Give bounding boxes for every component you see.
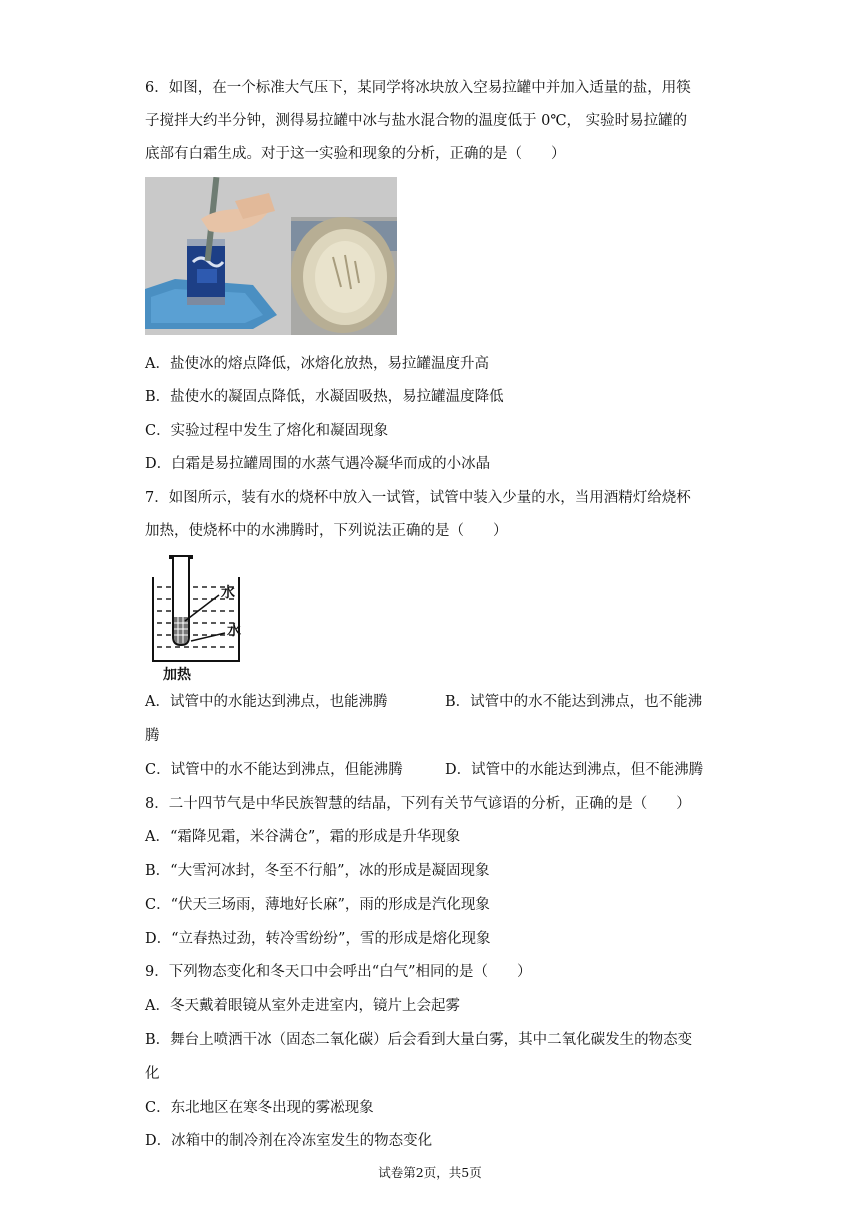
q9-option-a: A．冬天戴着眼镜从室外走进室内，镜片上会起雾 [145,998,460,1014]
tube-water-label: 水 [221,585,235,601]
q8-option-d: D．“立春热过劲，转冷雪纷纷”，雪的形成是熔化现象 [145,931,491,947]
q8-stem: 8．二十四节气是中华民族智慧的结晶，下列有关节气谚语的分析，正确的是（ ） [145,796,691,812]
q6-option-a: A．盐使冰的熔点降低，冰熔化放热，易拉罐温度升高 [145,356,489,372]
q9-option-d: D．冰箱中的制冷剂在冷冻室发生的物态变化 [145,1133,433,1149]
q6-option-b: B．盐使水的凝固点降低，水凝固吸热，易拉罐温度降低 [145,389,504,405]
page-footer: 试卷第2页，共5页 [378,1165,482,1180]
q7-option-a: A．试管中的水能达到沸点，也能沸腾 [145,694,388,710]
heat-label: 加热 [163,667,191,681]
q6-stem-line-2: 子搅拌大约半分钟，测得易拉罐中冰与盐水混合物的温度低于 0℃， 实验时易拉罐的 [145,113,688,129]
q8-option-a: A．“霜降见霜，米谷满仓”，霜的形成是升华现象 [145,829,461,845]
q7-stem-line-2: 加热，使烧杯中的水沸腾时，下列说法正确的是（ ） [145,523,508,539]
q7-option-c: C．试管中的水不能达到沸点，但能沸腾 [145,762,403,778]
q7-option-b: B．试管中的水不能达到沸点，也不能沸 [445,694,703,710]
q7-stem-line-1: 7．如图所示，装有水的烧杯中放入一试管，试管中装入少量的水，当用酒精灯给烧杯 [145,490,691,506]
q9-stem: 9．下列物态变化和冬天口中会呼出“白气”相同的是（ ） [145,964,532,980]
q7-option-b-continued: 腾 [145,728,160,744]
q8-option-c: C．“伏天三场雨，薄地好长麻”，雨的形成是汽化现象 [145,897,490,913]
q6-experiment-photo [145,177,397,335]
q9-option-c: C．东北地区在寒冬出现的雾凇现象 [145,1100,374,1116]
q9-option-b-continued: 化 [145,1066,160,1082]
q7-beaker-diagram [145,553,255,681]
beaker-water-label: 水 [227,623,241,639]
q6-stem-line-3: 底部有白霜生成。对于这一实验和现象的分析，正确的是（ ） [145,146,566,162]
q7-option-d: D．试管中的水能达到沸点，但不能沸腾 [445,762,704,778]
frosted-can-bottom-image [291,217,397,335]
q8-option-b: B．“大雪河冰封，冬至不行船”，冰的形成是凝固现象 [145,863,490,879]
q9-option-b: B．舞台上喷洒干冰（固态二氧化碳）后会看到大量白雾，其中二氧化碳发生的物态变 [145,1032,693,1048]
q6-option-c: C．实验过程中发生了熔化和凝固现象 [145,423,389,439]
q6-stem-line-1: 6．如图，在一个标准大气压下，某同学将冰块放入空易拉罐中并加入适量的盐，用筷 [145,80,691,96]
q6-option-d: D．白霜是易拉罐周围的水蒸气遇冷凝华而成的小冰晶 [145,456,491,472]
